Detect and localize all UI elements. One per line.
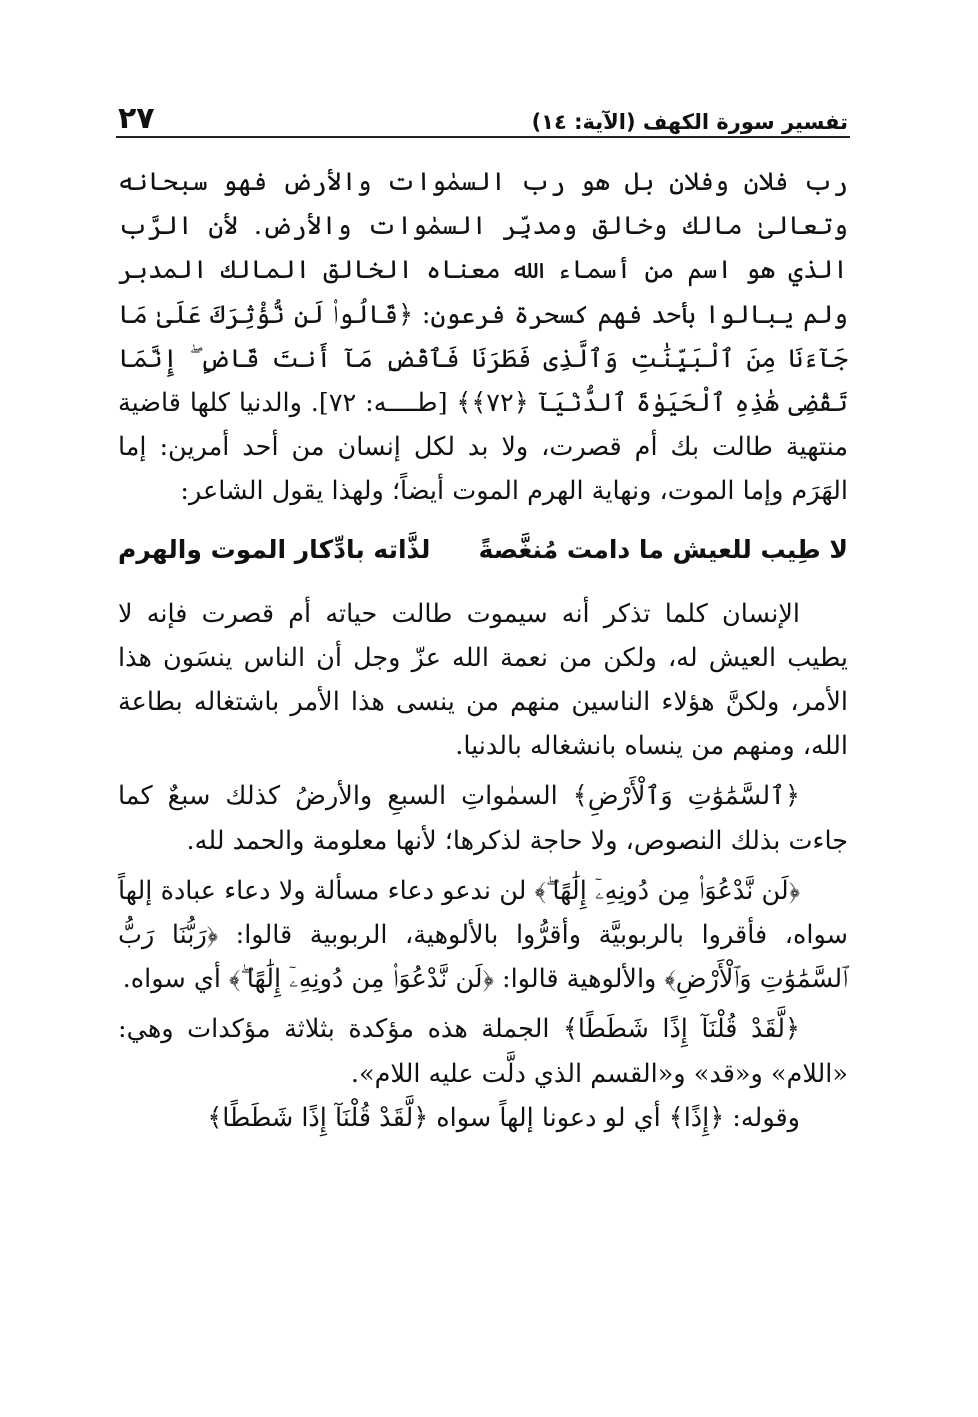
- paragraph-6: وقوله: ﴿إِذًا﴾ أي لو دعونا إلهاً سواه ﴿لَّقَدْ قُلْنَآ إِذًا شَطَطًا﴾: [207, 1102, 800, 1133]
- page-number: ٢٧: [118, 101, 155, 136]
- paragraph-1: رب فلان وفلان بل هو رب السمٰوات والأرض فهو سبحانه وتعالىٰ مالك وخالق ومدبِّر السمٰوات والأرض. لأن الرَّب الذي هو اسم من أسماء الله معناه الخالق المالك المدبر ولم يبالوا بأحد فهم كسحرة فرعون: ﴿قَالُوا۟ لَن نُّؤْثِرَكَ عَلَىٰ مَا جَآءَنَا مِنَ ٱلْبَيِّنَٰتِ وَٱلَّذِى فَطَرَنَا فَٱقْضِ مَآ أَنتَ قَاضٍ ۖ إِنَّمَا تَقْضِى هَٰذِهِ ٱلْحَيَوٰةَ ٱلدُّنْيَآ ﴿٧٢﴾﴾ [طــــه: ٧٢]. والدنيا كلها قاضية منتهية طالت بك أم قصرت، ولا بد لكل إنسان من أحد أمرين: إما الهَرَم وإما الموت، ونهاية الهرم الموت أيضاً؛ ولهذا يقول الشاعر:: [118, 167, 848, 507]
- poem-second-hemistich: لذَّاته بادِّكار الموت والهرم: [118, 534, 431, 564]
- page-body: [118, 160, 848, 1140]
- poem-first-hemistich: لا طِيب للعيش ما دامت مُنغَّصةً: [478, 534, 848, 564]
- page-header: [118, 88, 848, 134]
- poem-verse: [118, 530, 848, 570]
- running-title: تفسير سورة الكهف (الآية: ١٤): [531, 110, 848, 134]
- paragraph-2: الإنسان كلما تذكر أنه سيموت طالت حياته أم قصرت فإنه لا يطيب العيش له، ولكن من نعمة الله عزّ وجل أن الناس ينسَون هذا الأمر، ولكنَّ هؤلاء الناسين منهم من ينسى هذا الأمر باشتغاله بطاعة الله، ومنهم من ينساه بانشغاله بالدنيا.: [118, 598, 848, 762]
- paragraph-5: ﴿لَّقَدْ قُلْنَآ إِذًا شَطَطًا﴾ الجملة هذه مؤكدة بثلاثة مؤكدات وهي: «اللام» و«قد» و«القسم الذي دلَّت عليه اللام».: [118, 1014, 848, 1089]
- header-divider: [116, 136, 850, 138]
- paragraph-4: ﴿لَن نَّدْعُوَا۟ مِن دُونِهِۦٓ إِلَٰهًا ۖ﴾ لن ندعو دعاء مسألة ولا دعاء عبادة إلهاً سواه، فأقروا بالربوبيَّة وأقرُّوا بالألوهية، الربوبية قالوا: ﴿رَبُّنَا رَبُّ ٱلسَّمَٰوَٰتِ وَٱلْأَرْضِ﴾ والألوهية قالوا: ﴿لَن نَّدْعُوَا۟ مِن دُونِهِۦٓ إِلَٰهًا ۖ﴾ أي سواه.: [118, 875, 848, 995]
- paragraph-3: ﴿ٱلسَّمَٰوَٰتِ وَٱلْأَرْضِ﴾ السمٰواتِ السبعِ والأرضُ كذلك سبعٌ كما جاءت بذلك النصوص، ولا حاجة لذكرها؛ لأنها معلومة والحمد لله.: [118, 781, 848, 856]
